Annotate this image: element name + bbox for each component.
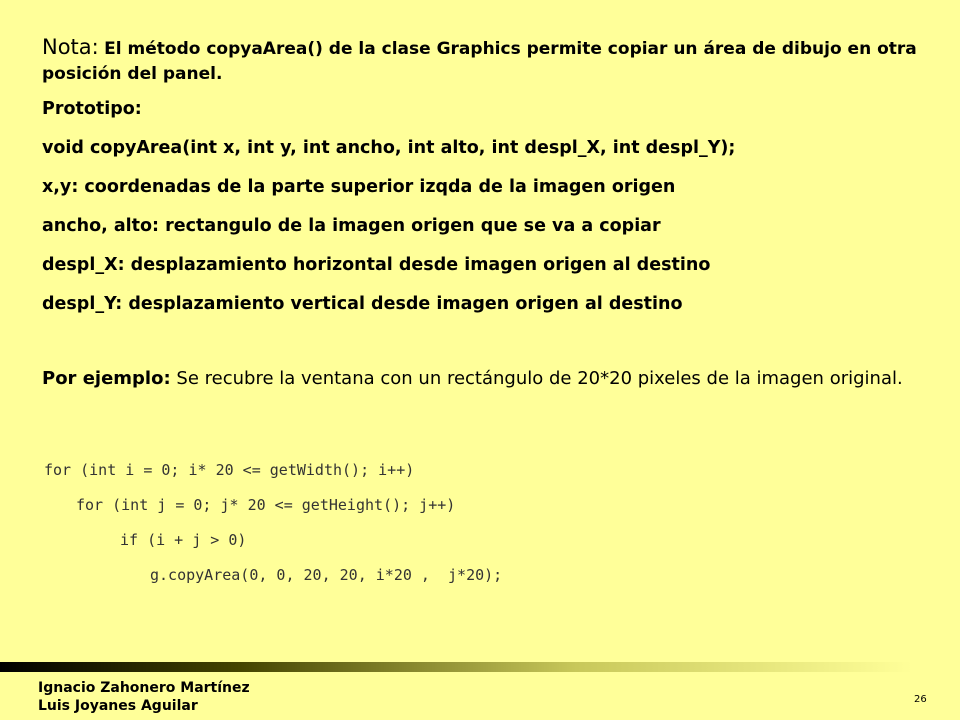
param-xy: x,y: coordenadas de la parte superior izqda de la imagen origen <box>42 177 676 197</box>
nota-paragraph <box>42 35 922 87</box>
ejemplo-paragraph <box>42 366 922 391</box>
prototype-signature: void copyArea(int x, int y, int ancho, int alto, int despl_X, int despl_Y); <box>42 138 736 158</box>
nota-keyword: Nota: <box>42 35 99 59</box>
code-line-1: for (int i = 0; i* 20 <= getWidth(); i++) <box>44 461 415 479</box>
nota-text: El método copyaArea() de la clase Graphics permite copiar un área de dibujo en otra posición del panel. <box>42 39 917 84</box>
code-line-3: if (i + j > 0) <box>120 531 247 549</box>
param-ancho-alto: ancho, alto: rectangulo de la imagen origen que se va a copiar <box>42 216 661 236</box>
code-line-2: for (int j = 0; j* 20 <= getHeight(); j++) <box>76 496 456 514</box>
param-despl-x: despl_X: desplazamiento horizontal desde imagen origen al destino <box>42 255 711 275</box>
footer-divider <box>0 662 960 672</box>
param-despl-y: despl_Y: desplazamiento vertical desde imagen origen al destino <box>42 294 683 314</box>
ejemplo-keyword: Por ejemplo: <box>42 368 171 389</box>
author-1: Ignacio Zahonero Martínez <box>38 680 250 696</box>
prototipo-heading: Prototipo: <box>42 99 142 119</box>
code-line-4: g.copyArea(0, 0, 20, 20, i*20 , j*20); <box>150 566 503 584</box>
ejemplo-text: Se recubre la ventana con un rectángulo de 20*20 pixeles de la imagen original. <box>176 368 903 389</box>
page-number: 26 <box>914 694 927 705</box>
author-2: Luis Joyanes Aguilar <box>38 698 198 714</box>
